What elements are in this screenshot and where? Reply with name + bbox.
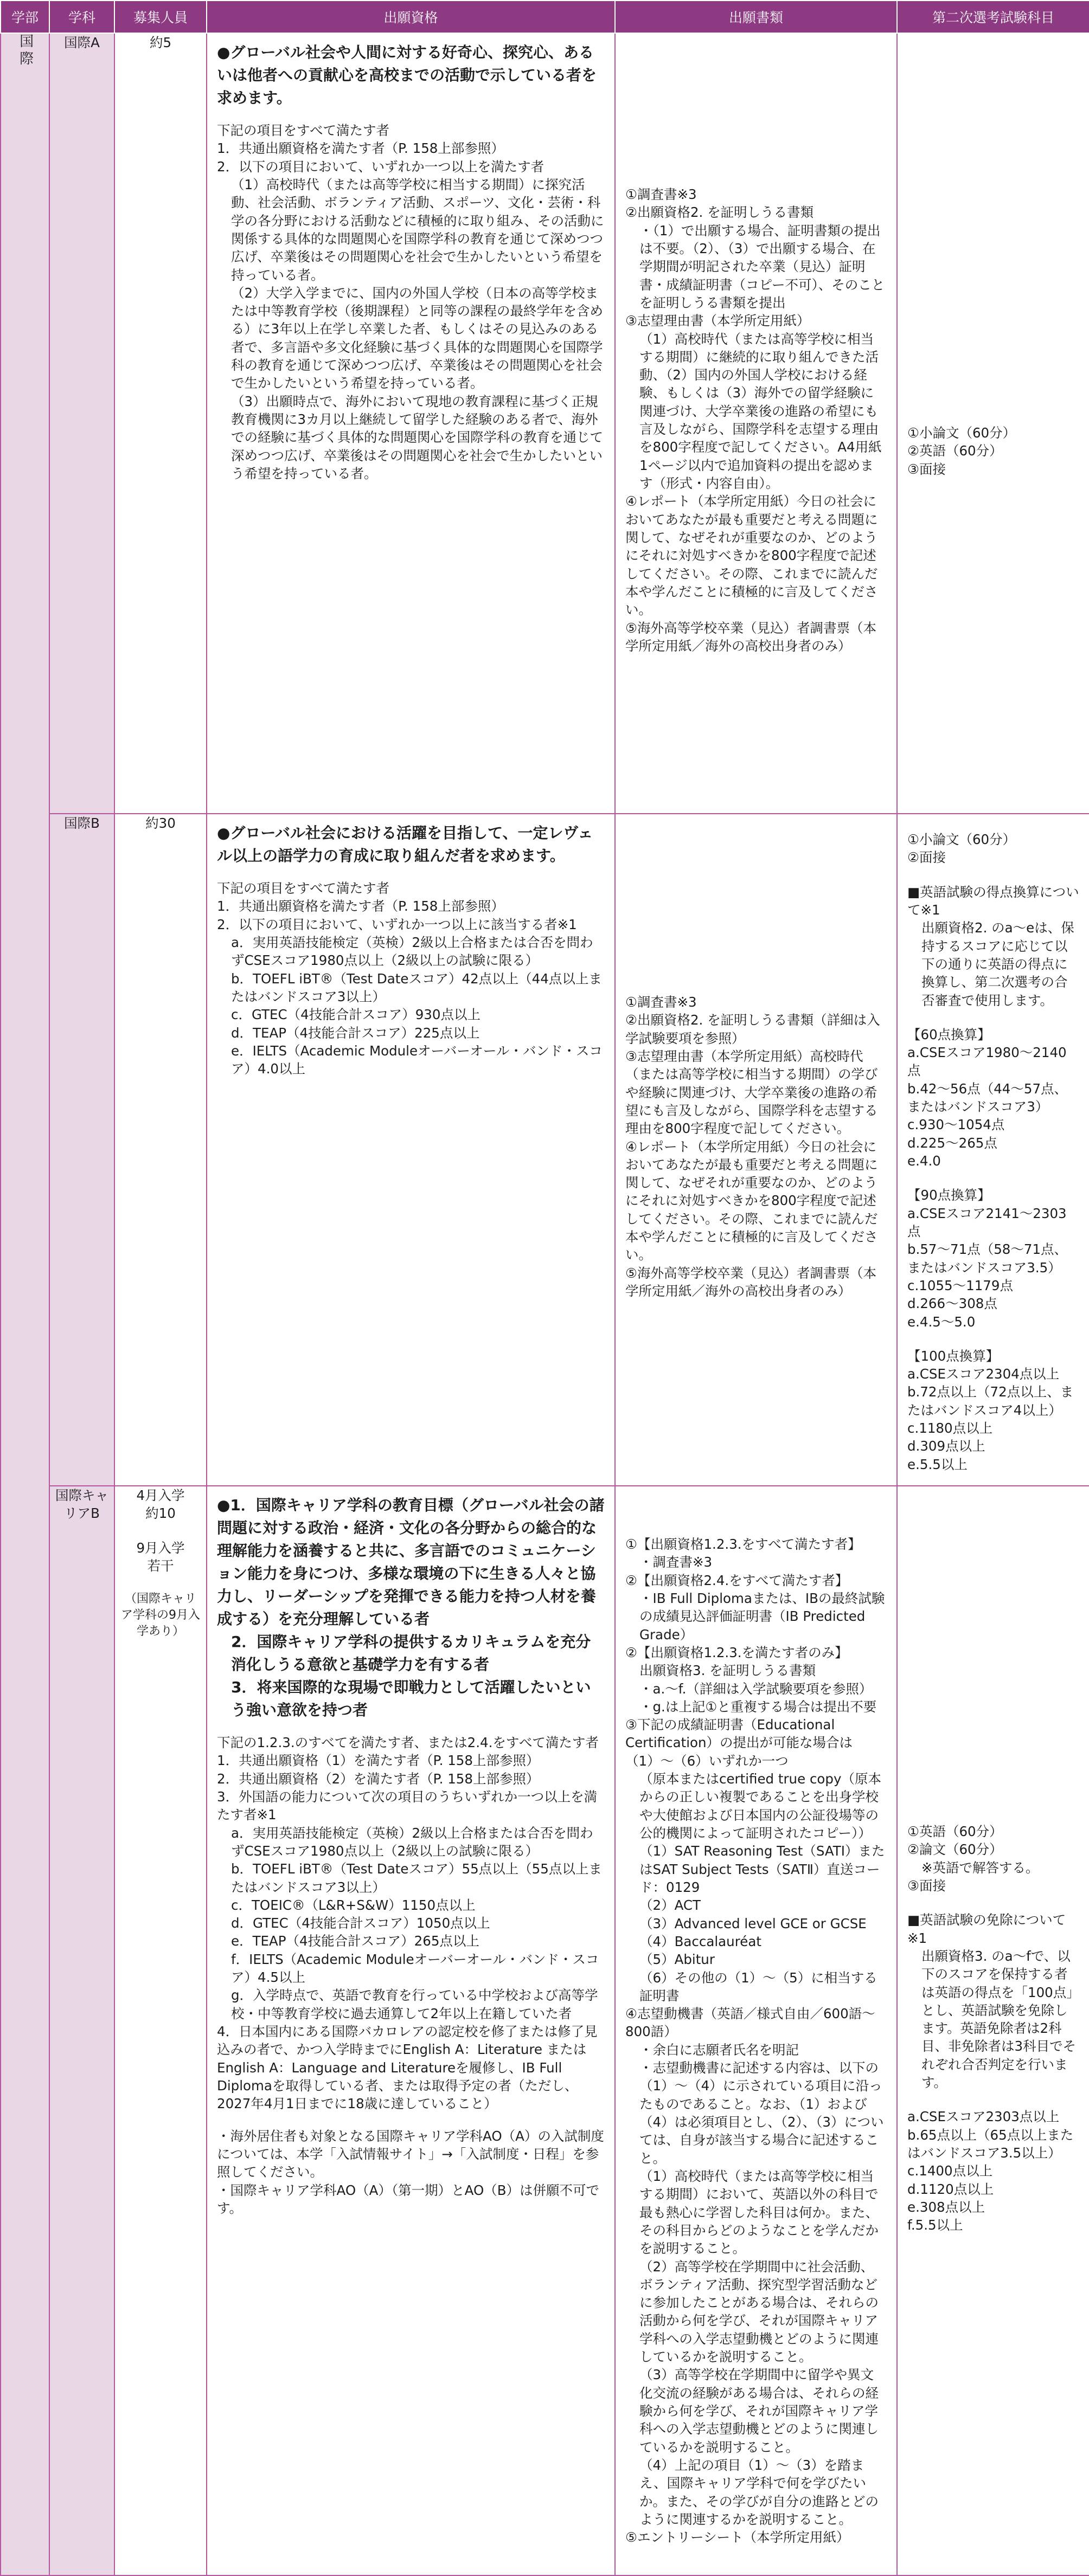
text-line: a.CSEスコア2141〜2303点 xyxy=(907,1205,1067,1239)
text-line: （2）高等学校在学期間中に社会活動、ボランティア活動、探究型学習活動などに参加したことがある場合は、それらの活動から何を学び、それが国際キャリア学科への入学志望動機とどのように関連しているかを説明すること。 xyxy=(639,2258,879,2365)
text-line: c．GTEC（4技能合計スコア）930点以上 xyxy=(231,1007,481,1023)
text-line: 出願資格3. のa〜fで、以下のスコアを保持する者は英語の得点を「100点」とし、英語試験を免除します。英語免除者は2科目、非免除者は3科目でそれぞれ合否判定を行います。 xyxy=(921,1948,1077,2091)
text-line: 【90点換算】 xyxy=(907,1187,991,1203)
qualification-cell xyxy=(207,814,615,1486)
quota-line: 9月入学 xyxy=(136,1540,185,1556)
text-line: 1．共通出願資格を満たす者（P. 158上部参照） xyxy=(217,898,504,915)
text-line: ③下記の成績証明書（Educational Certification）の提出が可能な場合は（1）〜（6）いずれか一つ xyxy=(625,1717,853,1769)
text-line: b．TOEFL iBT®（Test Dateスコア）42点以上（44点以上またはバンドスコア3以上） xyxy=(231,970,602,1004)
text-line: ⑤海外高等学校卒業（見込）者調書票（本学所定用紙／海外の高校出身者のみ） xyxy=(625,620,876,654)
faculty-cell xyxy=(1,33,49,2575)
faculty-name: 国際 xyxy=(17,34,34,68)
text-line: ・g.は上記①と重複する場合は提出不要 xyxy=(639,1698,877,1715)
text-line: f．IELTS（Academic Moduleオーバーオール・バンド・スコア）4.5以上 xyxy=(231,1951,599,1986)
text-line: ①調査書※3 xyxy=(625,994,697,1010)
text-line: （1）SAT Reasoning Test（SATⅠ）またはSAT Subject Tests（SATⅡ）直送コード：0129 xyxy=(639,1843,885,1895)
table-row-kokusai-a xyxy=(1,33,1089,814)
text-line: （2）ACT xyxy=(639,1897,701,1914)
qualification-cell xyxy=(207,1486,615,2575)
text-line: d．GTEC（4技能合計スコア）1050点以上 xyxy=(231,1915,490,1931)
text-line: b.42〜56点（44〜57点、またはバンドスコア3） xyxy=(907,1080,1068,1115)
header-quota: 募集人員 xyxy=(114,1,207,33)
text-line: e．IELTS（Academic Moduleオーバーオール・バンド・スコア）4.0以上 xyxy=(231,1042,603,1077)
text-line: b．TOEFL iBT®（Test Dateスコア）55点以上（55点以上またはバンドスコア3以上） xyxy=(231,1861,602,1895)
text-line: g．入学時点で、英語で教育を行っている中学校および高等学校・中等教育学校に過去通算して2年以上在籍していた者 xyxy=(231,1987,598,2021)
text-line: c.1400点以上 xyxy=(907,2163,993,2179)
text-line: 4．日本国内にある国際バカロレアの認定校を修了または修了見込みの者で、かつ入学時までにEnglish A：Literature またはEnglish A：Language and Literatureを履修し、IB Full Diplomaを取得している者、または取得予定の者（ただし、2027年4月1日までに18歳に達していること） xyxy=(217,2024,598,2112)
text-line: （3）高等学校在学期間中に留学や異文化交流の経験がある場合は、それらの経験から何を学び、それが国際キャリア学科への入学志望動機とどのように関連しているかを説明すること。 xyxy=(639,2367,879,2455)
text-line: ・国際キャリア学科AO（A）（第一期）とAO（B）は併願不可です。 xyxy=(217,2182,600,2216)
text-line: d.309点以上 xyxy=(907,1438,985,1454)
header-documents: 出願書類 xyxy=(615,1,897,33)
text-line: （4）上記の項目（1）〜（3）を踏まえ、国際キャリア学科で何を学びたいか。また、その学びが自分の進路とどのように関連するかを説明すること。 xyxy=(639,2457,879,2527)
text-line: ②出願資格2. を証明しうる書類（詳細は入学試験要項を参照） xyxy=(625,1012,880,1046)
text-line: ①【出願資格1.2.3.をすべて満たす者】 xyxy=(625,1536,861,1552)
text-line: a．実用英語技能検定（英検）2級以上合格または合否を問わずCSEスコア1980点以上（2級以上の試験に限る） xyxy=(231,1825,593,1859)
text-line: ①調査書※3 xyxy=(625,186,697,202)
text-line: e．TEAP（4技能合計スコア）265点以上 xyxy=(231,1933,479,1949)
text-line: a.CSEスコア1980〜2140点 xyxy=(907,1045,1067,1079)
text-line: d.266〜308点 xyxy=(907,1296,997,1312)
documents-cell xyxy=(615,814,897,1486)
text-line: 2．以下の項目において、いずれか一つ以上に該当する者※1 xyxy=(217,916,577,932)
quota-cell: 約30 xyxy=(114,814,207,1486)
header-qualification: 出願資格 xyxy=(207,1,615,33)
quota-line: 若干 xyxy=(147,1557,174,1574)
text-line: ・海外居住者も対象となる国際キャリア学科AO（A）の入試制度については、本学「入試情報サイト」→「入試制度・日程」を参照してください。 xyxy=(217,2128,604,2180)
header-department: 学科 xyxy=(49,1,114,33)
text-line: 下記の項目をすべて満たす者 xyxy=(217,123,390,138)
text-line: （1）高校時代（または高等学校に相当する期間）に探究活動、社会活動、ボランティア活動、スポーツ、文化・芸術・科学の各分野における活動などに積極的に取り組み、その活動に関係する具体的な問題関心を国際学科の教育を通じて深めつつ広げ、卒業後はその問題関心を社会で生かしたいという希望を持っている者。 xyxy=(231,176,604,283)
text-line: ④レポート（本学所定用紙）今日の社会においてあなたが最も重要だと考える問題に関して、なぜそれが重要なのか、どのようにそれに対処すべきかを800字程度で記述してください。その際、これまでに読んだ本や学んだことに積極的に言及してください。 xyxy=(625,493,878,618)
text-line: b.72点以上（72点以上、またはバンドスコア4以上） xyxy=(907,1384,1074,1418)
quota-note: （国際キャリア学科の9月入学あり） xyxy=(121,1592,200,1639)
text-line: （5）Abitur xyxy=(639,1952,715,1968)
documents-cell xyxy=(615,33,897,814)
text-line: e.4.0 xyxy=(907,1153,941,1169)
text-line: ③志望理由書（本学所定用紙）高校時代（または高等学校に相当する期間）の学びや経験に関連づけ、大学卒業後の進路の希望にも言及しながら、国際学科を志望する理由を800字程度で記してください。 xyxy=(625,1048,878,1137)
text-line: d．TEAP（4技能合計スコア）225点以上 xyxy=(231,1025,480,1041)
qualification-headline: 3．将来国際的な現場で即戦力として活躍したいという強い意欲を持つ者 xyxy=(231,1678,591,1719)
dept-cell: 国際B xyxy=(49,814,114,1486)
text-line: ②論文（60分） xyxy=(907,1841,1003,1858)
table-row-kokusai-b xyxy=(1,814,1089,1486)
qualification-headline: ●グローバル社会や人間に対する好奇心、探究心、あるいは他者への貢献心を高校までの活動で示している者を求めます。 xyxy=(217,43,597,107)
text-line: ③面接 xyxy=(907,461,946,477)
text-line: c.930〜1054点 xyxy=(907,1117,1005,1133)
quota-line: 4月入学 xyxy=(136,1487,185,1503)
documents-cell xyxy=(615,1486,897,2575)
text-line: ③志望理由書（本学所定用紙） xyxy=(625,313,810,329)
qualification-headline: ●1．国際キャリア学科の教育目標（グローバル社会の諸問題に対する政治・経済・文化の各分野からの総合的な理解能力を涵養すると共に、多言語でのコミュニケーション能力を身につけ、多様な環境の下に生きる人々と協力し、リーダーシップを発揮できる能力を持つ人材を養成する）を充分理解している者 xyxy=(217,1496,605,1628)
quota-line: 約10 xyxy=(145,1505,176,1522)
text-line: ・調査書※3 xyxy=(639,1554,713,1570)
text-line: e.4.5〜5.0 xyxy=(907,1313,976,1330)
qualification-headline: 2．国際キャリア学科の提供するカリキュラムを充分消化しうる意欲と基礎学力を有する者 xyxy=(231,1633,591,1673)
text-line: ・IB Full Diplomaまたは、IBの最終試験の成績見込評価証明書（IB Predicted Grade） xyxy=(639,1590,885,1643)
text-line: （4）Baccalauréat xyxy=(639,1933,761,1949)
text-line: ④志望動機書（英語／様式自由／600語〜800語） xyxy=(625,2006,875,2040)
header-exam: 第二次選考試験科目 xyxy=(897,1,1089,33)
text-line: （2）大学入学までに、国内の外国人学校（日本の高等学校または中等教育学校（後期課程）と同等の課程の最終学年を含める）に3年以上在学し卒業した者、もしくはその見込みのある者で、多言語や多文化経験に基づく具体的な問題関心を国際学科の教育を通じて深めつつ広げ、卒業後はその問題関心を社会で生かしたいという希望を持っている者。 xyxy=(231,285,603,391)
text-line: d.1120点以上 xyxy=(907,2181,994,2197)
text-line: e.5.5以上 xyxy=(907,1456,968,1472)
text-line: ②【出願資格2.4.をすべて満たす者】 xyxy=(625,1572,849,1588)
text-line: f.5.5以上 xyxy=(907,2217,963,2233)
quota-cell xyxy=(114,1486,207,2575)
text-line: a．実用英語技能検定（英検）2級以上合格または合否を問わずCSEスコア1980点以上（2級以上の試験に限る） xyxy=(231,934,593,969)
text-line: d.225〜265点 xyxy=(907,1135,997,1151)
exam-cell xyxy=(897,814,1089,1486)
text-line: ①英語（60分） xyxy=(907,1824,1003,1839)
text-line: 3．外国語の能力について次の項目のうちいずれか一つ以上を満たす者※1 xyxy=(217,1788,598,1823)
text-line: （1）高校時代（または高等学校に相当する期間）に継続的に取り組んできた活動、（2）国内の外国人学校における経験、もしくは（3）海外での留学経験に関連づけ、大学卒業後の進路の希望にも言及しながら、国際学科を志望する理由を800字程度で記してください。A4用紙1ページ以内で追加資料の提出を認めます（形式・内容自由）。 xyxy=(639,331,882,491)
text-line: 出願資格2. のa〜eは、保持するスコアに応じて以下の通りに英語の得点に換算し、第二次選考の合否審査で使用します。 xyxy=(921,920,1074,1008)
text-line: ④レポート（本学所定用紙）今日の社会においてあなたが最も重要だと考える問題に関して、なぜそれが重要なのか、どのようにそれに対処すべきかを800字程度で記述してください。その際、これまでに読んだ本や学んだことに積極的に言及してください。 xyxy=(625,1138,878,1263)
text-line: ②【出願資格1.2.3.を満たす者のみ】 xyxy=(625,1644,848,1660)
text-line: 2．以下の項目において、いずれか一つ以上を満たす者 xyxy=(217,158,544,175)
text-line: （3）出願時点で、海外において現地の教育課程に基づく正規教育機関に3カ月以上継続して留学した経験のある者で、海外での経験に基づく具体的な問題関心を国際学科の教育を通じて深めつつ広げ、卒業後はその問題関心を社会で生かしたいという希望を持っている者。 xyxy=(231,393,603,481)
text-line: ②出願資格2. を証明しうる書類 xyxy=(625,204,814,221)
table-row-career-b xyxy=(1,1486,1089,2575)
text-line: ・志望動機書に記述する内容は、以下の（1）〜（4）に示されている項目に沿ったものであること。なお、（1）および（4）は必須項目とし、（2）、（3）については、自身が該当する場合に記述すること。 xyxy=(639,2060,884,2166)
header-row xyxy=(1,1,1089,33)
text-line: ②面接 xyxy=(907,849,946,866)
text-line: ・a.〜f.（詳細は入学試験要項を参照） xyxy=(639,1680,873,1697)
exam-cell xyxy=(897,33,1089,814)
text-line: ■英語試験の免除について※1 xyxy=(907,1912,1066,1946)
text-line: （1）高校時代（または高等学校に相当する期間）において、英語以外の科目で最も熱心に学習した科目は何か。また、その科目からどのようなことを学んだかを説明すること。 xyxy=(639,2168,879,2257)
text-line: （原本またはcertified true copy（原本からの正しい複製であることを出身学校や大使館および日本国内の公証役場等の公的機関によって証明されたコピー）） xyxy=(639,1771,881,1841)
text-line: c.1055〜1179点 xyxy=(907,1277,1013,1293)
text-line: ②英語（60分） xyxy=(907,443,1003,459)
text-line: ③面接 xyxy=(907,1877,946,1894)
dept-cell: 国際キャリアB xyxy=(49,1486,114,2575)
text-line: ・（1）で出願する場合、証明書類の提出は不要。（2）、（3）で出願する場合、在学期間が明記された卒業（見込）証明書・成績証明書（コピー不可）、そのこと を証明しうる書類を提出 xyxy=(639,222,885,311)
text-line: a.CSEスコア2304点以上 xyxy=(907,1366,1060,1382)
text-line: 1．共通出願資格を満たす者（P. 158上部参照） xyxy=(217,140,504,157)
text-line: （6）その他の（1）〜（5）に相当する証明書 xyxy=(639,1969,877,2004)
text-line: ①小論文（60分） xyxy=(907,425,1016,441)
text-line: 【60点換算】 xyxy=(907,1026,991,1042)
quota-cell: 約5 xyxy=(114,33,207,814)
text-line: 【100点換算】 xyxy=(907,1348,1000,1364)
text-line: 1．共通出願資格（1）を満たす者（P. 158上部参照） xyxy=(217,1753,540,1769)
text-line: ①小論文（60分） xyxy=(907,832,1016,847)
text-line: ⑤海外高等学校卒業（見込）者調書票（本学所定用紙／海外の高校出身者のみ） xyxy=(625,1265,876,1299)
exam-cell xyxy=(897,1486,1089,2575)
text-line: 下記の1.2.3.のすべてを満たす者、または2.4.をすべて満たす者 xyxy=(217,1735,599,1750)
text-line: ■英語試験の得点換算について※1 xyxy=(907,884,1079,918)
text-line: a.CSEスコア2303点以上 xyxy=(907,2109,1060,2125)
text-line: c.1180点以上 xyxy=(907,1420,993,1437)
text-line: ※英語で解答する。 xyxy=(921,1859,1039,1876)
text-line: ⑤エントリーシート（本学所定用紙） xyxy=(625,2529,850,2546)
text-line: （3）Advanced level GCE or GCSE xyxy=(639,1915,867,1931)
text-line: e.308点以上 xyxy=(907,2199,985,2215)
text-line: b.57〜71点（58〜71点、またはバンドスコア3.5） xyxy=(907,1241,1068,1276)
text-line: ・余白に志願者氏名を明記 xyxy=(639,2042,799,2058)
qualification-headline: ●グローバル社会における活躍を目指して、一定レヴェル以上の語学力の育成に取り組んだ者を求めます。 xyxy=(217,824,593,865)
qualification-cell xyxy=(207,33,615,814)
text-line: b.65点以上（65点以上またはバンドスコア3.5以上） xyxy=(907,2127,1074,2161)
text-line: 下記の項目をすべて満たす者 xyxy=(217,880,390,896)
text-line: 2．共通出願資格（2）を満たす者（P. 158上部参照） xyxy=(217,1770,540,1787)
text-line: 出願資格3. を証明しうる書類 xyxy=(639,1663,816,1679)
header-faculty: 学部 xyxy=(1,1,49,33)
dept-cell: 国際A xyxy=(49,33,114,814)
text-line: c．TOEIC®（L&R+S&W）1150点以上 xyxy=(231,1897,476,1913)
